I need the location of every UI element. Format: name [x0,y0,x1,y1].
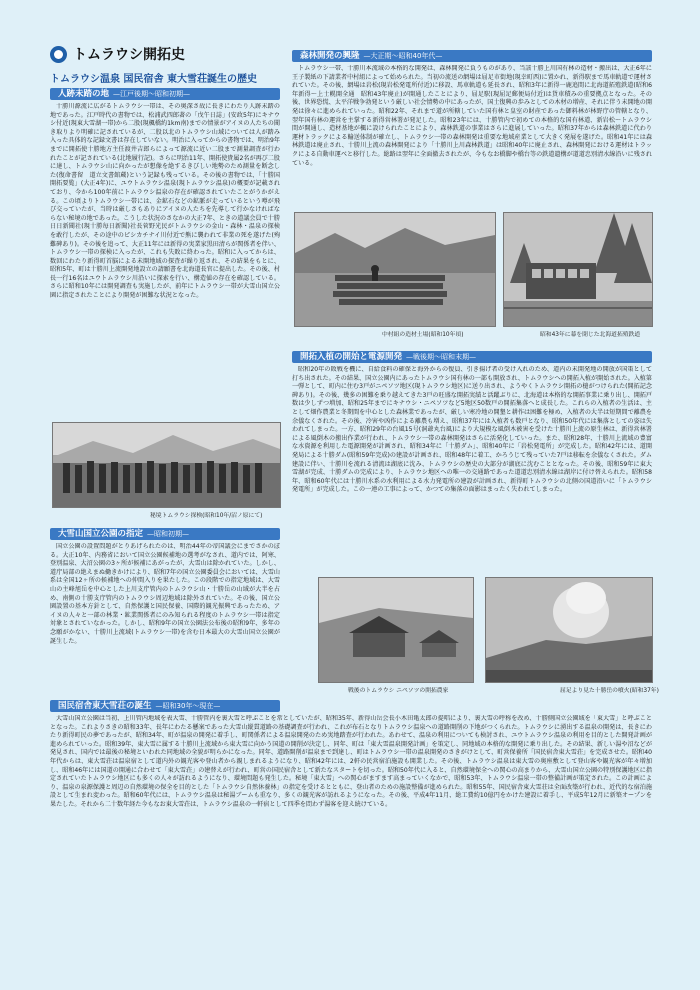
page-title: トムラウシ開拓史 [73,47,185,63]
section-header-2 [50,528,280,540]
caption-photo-3: 昭和43年に幕を閉じた北海道拓殖鉄道 [540,332,641,338]
photo-eruption-graphic [486,578,652,682]
caption-photo-1: 秘境トムラウシ探検(昭和10年/沼ノ原にて) [150,513,263,519]
section-1-title: 人跡未踏の地 [58,89,110,99]
section-3-body [292,65,652,203]
section-2-title: 大雪山国立公園の指定 [58,529,144,539]
section-1-era: —江戸後期〜昭和初期— [113,90,191,98]
section-3-title: 森林開発の興隆 [300,51,360,61]
section-4-text: 昭和20年の敗戦を機に、自給食料の確保と海外からの復員、引き揚げ者の受け入れのため、道内の未開発地の開放が国策として打ち出された。その結果、国立公園内にあったトムラウシ国有林の一部も開放され、トムラウシへの開拓入植が開始された。入植第一弾として、町内に住む3戸がニペソツ地区(現トムラウシ地区)に送り出され、ようやくトムラウシ開拓の槌がつけられた(開拓記念碑あり)。その後、幾多の困難を乗り越えてきた3戸の旺盛な開拓実績と活躍ぶりに、北海道は本格的な開拓事業に乗り出し、開拓戸数は少しずつ増加、昭和25年までにキナウシ・ニペソツなど5地区50数戸の開拓集落へと成長した。これらの入植者の生活は、主として畑作農業と冬期間を中心とした森林業であったが、厳しい寒冷地の開墾と耕作は困難を極め、入植者の大半は短期間で離農を余儀なくされた。その後、冷害や凶作による離農も増え、昭和37年には入植者も数戸となり、昭和50年代には集落としての姿は失われてしまった。一方、昭和29年の台風15号(洞爺丸台風)により大規模な風倒木被害を受けた十勝川上流の原生林は、新得営林署による風倒木の搬出作業が行われ、トムラウシ一帯の森林開発はさらに活発化していった。また、昭和28年、十勝川上流域の豊富な水資源を利用した電源開発が計画され、昭和34年に「十勝ダム」、昭和40年に「岩松発電所」が完成した。昭和42年には、道開発局による十勝ダム(昭和59年完成)の建設が計画され、昭和48年に着工、かろうじて残っていた7戸は移転を余儀なくされた。ダム建設に伴い、十勝川を流れる清流は湖底に沈み、トムラウシの歴史の大部分が湖底に沈むこととなった。その後、昭和59年に東大雪湖が完成、十勝ダムの完成により、トムラウシ地区への唯一の交通路であった道道忠別清水線は湖岸に付け替えられた。昭和58年、昭和60年代には十勝川水系の水利用による水力発電所の建設が計画され、新得町トムラウシの北側の国道沿いに「トムラウシ発電所」が完成した。この一連の工事によって、かつての集落の面影はまったく失われてしまった。 [292,366,652,494]
section-header-3 [292,50,652,62]
section-header-4 [292,351,652,363]
caption-photo-4: 戦後のトムラウシ ニペソツの開拓農家 [348,688,449,694]
photo-lumber-yard-graphic [295,213,495,326]
section-3-era: —大正期〜昭和40年代— [363,52,443,60]
photo-farmhouse [318,577,474,683]
section-header-5 [50,700,280,712]
caption-photo-5: 屈足より見た十勝岳の噴火(昭和37年) [560,688,659,694]
section-4-era: —戦後期〜昭和末期— [406,353,477,361]
photo-lumber-yard [294,212,496,327]
photo-railway [503,212,653,327]
photo-farmhouse-graphic [319,578,473,682]
section-5-era: —昭和30年〜現在— [155,702,221,710]
section-2-era: —昭和初期— [147,530,190,538]
section-5-text: 大雪山国立公園は当初、上川管内地域を表大雪、十勝管内を裏大雪と呼ぶことを常としていたが、昭和35年、新得山岳会長小木田亀太郎の提唱により、裏大雪の呼称を改め、十勝側国立公園域を「東大雪」と呼ぶこととなった。これよりさきの昭和33年、長年にわたる懸案であった大雪山縦貫道路の基礎調査が行われ、これが布石となりトムラウシ温泉への道路開削の下地がつくられた。トムラウシに湧出する温泉の開発は、長きにわたり新得町民の夢であったが、昭和34年、町が温泉の開発に着手し、町関係者による温泉開発のため実地踏査が行われた。あわせて、温泉の利用についても検討され、ユウトムラウシ温泉の利用を目的とした開発計画が進められていった。昭和39年、東大雪に属する十勝川上流域から東大雪に向かう国道の開削が決定し、同年、町は「東大雪温泉開発計画」を策定し、同地域の本格的な開発に乗り出した。その結果、新しい湯や沼などが発見され、国内では最後の秘境といわれた同地域の全貌が明らかになった。同年、道路開削が温泉まで到達し、町はトムラウシ一帯の温泉開発のさきがけとして、町営保養所「国民宿舎東大雪荘」を完成させた。昭和40年代からは、東大雪荘は温泉宿として道内外の観光客や登山者から親しまれるようになり、昭和42年には、2軒の民営宿泊施設も開業した。その後、トムラウシ温泉は東大雪の奥座敷として登山客や観光客が年々増加し、昭和46年には国道の開通に合わせて「東大雪荘」の建替えが行われ、町営の国民宿舎として新たなスタートを切った。昭和50年代に入ると、自然環境保全への関心の高まりから、大雪山国立公園の特別保護地区に指定されていたトムラウシ地区にも多くの人々が訪れるようになり、環境問題も発生した。秘境「東大雪」への関心がますます高まっていくなかで、昭和53年、トムラウシ温泉一帯の整備計画が策定された。この計画により、温泉の泉源保護と周辺の自然環境の保全を目的とした「トムラウシ自然休養林」の指定を受けるとともに、登山者のための施設整備が進められた。昭和55年、国民宿舎東大雪荘は全面改築が行われ、近代的な宿泊施設として生まれ変わった。昭和60年代には、トムラウシ温泉は秘湯ブームも重なり、多くの観光客が訪れるようになった。その後、平成4年11月、総工費約10億円をかけた建設に着手し、平成5年12月に新築オープンを果たした。それから二十数年経た今もなお東大雪荘は、トムラウシ温泉の一軒宿として四季を問わず湯客を迎え続けている。 [50,715,652,808]
photo-railway-graphic [504,213,652,326]
section-1-text: 十勝川源流に広がるトムラウシ一帯は、その奥深さ故に長きにわたり人跡未踏の地であった。江戸時代の書物では、松浦武四郎著の「戊午日誌」(安政5年)にキナウシ付近(現東大雪湖一帯)から二股(現楓橋約1km南)までの情景がアイヌの人たちの聞き取りより明確に記されているが、二股以北のトムラウシ山域については人が踏み入った具体的な記録文書は存在していない。明治に入ってからの書物では、明治9年までに開拓使十勝地方主任渡井吉郎らによって源流に近い二股まで測量調査が行われたことが記されている(北地履行記)。さらに明治11年、開拓使貴属2名が再び二股に達し、トムラウシ山に向かったが想像を絶するきびしい地勢のため測量を断念した(復命書留 道立文書館蔵)という記録も残っている。その後の書物では、「十勝国開拓要覧」(大正4年)に、ユウトムラウシ温泉(現トムラウシ温泉)の概要が記載されており、今から100年前にトムラウシ温泉の存在が確認されていたことがうかがえる。この頃よりトムラウシ一帯には、金鉱石などの鉱脈が走っているという噂が飛び交っていたが、当時は厳しさもありにアイヌの人たちを先導して行かなければならない秘境の地であった。こうした状況のさなかの大正7年、ときの道議会員で十勝日日新聞社(現十勝毎日新聞)社長菅野光民がトムラウシの金山・森林・温泉の探検を敢行したが、その途中のピシカチナイ川付近で熊に襲われて非業の死を遂げた(殉難碑あり)。その後を追って、大正11年には新得の実業家黒田清らが関係者を伴い、トムラウシ一帯の探検に入ったが、これも失敗に終わった。昭和に入ってからは、数回にわたり新得町首脳による未開地域の探査が繰り返され、その結果をもとに、昭和5年、町は十勝川上流開発地設立の請願書を北海道長官に提出した。その後、村長一行16名はユウトムラウシ川沿いに探索を行い、構造値の存在を確認している。さらに昭和10年には開発調査も実施したが、前年にトムラウシ一帯が大雪山国立公園に指定されたことにより開発が困難な状況となった。 [50,103,280,300]
section-5-title: 国民宿舎東大雪荘の誕生 [58,701,152,711]
caption-photo-2: 中村組の造材土場(昭和10年頃) [382,332,464,338]
page-subtitle: トムラウシ温泉 国民宿舎 東大雪荘誕生の歴史 [50,74,257,85]
section-2-text: 国立公園の設置問題がとりあげられたのは、明治44年の帝国議会にまでさかのぼる。大正10年、内務省において国立公園候補地の選考がなされ、道内では、阿寒、登別温泉、大沼公園の3ヶ所が候補にあがったが、大雪山は除かれていた。しかし、道庁局部の絶えまぬ働きかけにより、昭和7年の国立公園委員会においては、大雪山系は全国12ヶ所の候補地への仲間入りを果たした。この段階での指定地域は、大雪山の主峰旭岳を中心とした上川支庁管内のトムラウシ山・十勝岳の山域が大半を占め、南側の十勝支庁管内のトムラウシ周辺地域は除外されていた。その後、国立公園設置の基本方針として、自然保護と国民保養、国際的観光振興であったため、アイヌの人々と一部の林業・鉱業関係者にのみ知られる程度のトムラウシ一帯は指定対象とされていなかった。しかし、昭和9年の国立公園法公布後の昭和9年、多年の念願がかない、十勝川上流域(トムラウシ一帯)を含む日本最大の大雪山国立公園が誕生した。 [50,543,280,645]
section-4-body [292,366,652,573]
section-3-text: トムラウシ一帯、十勝川本流域の本格的な開発は、森林開発に負うものがあり、当該十勝上川国有林の造材・搬出は、大正6年に王子製紙の下請業者中村組によって始められた。当初の流送の網場は屈足市街地(現幸町西)に置かれ、新得駅まで馬車軌道で運材されていた。その後、網場は岩松(現岩松発電所付近)に移設、馬車軌道も延長され、昭和3年に新得一鹿追間に北海道拓殖鉄道(昭和6年新得〜上士幌開全通 昭和43年廃止)が開通したことにより、屈足駅(現屈足郵便局付近)は貨車積みの重要拠点となった。その後、世界恐慌、太平洋戦争勃発という厳しい社会情勢の中にあったが、国土復興の歩みとしての木材の増産、それに伴う未開地の開発は徐々に進められていった。昭和22年、それまで道が所轄していた国有林と皇室の財産であった御料林が林野庁の管轄となり、翌年国有林の運営を主掌する新得営林署が発足した。昭和23年には、十勝管内で初めての本格的な国有林道、新岩松〜トムラウシ間が開通し、造材基地が楓に設けられたことにより、森林鉄道の事業はさらに進展していった。昭和37年からは森林鉄道に代わり運材トラックによる輸送体制が確立し、トムラウシ一帯の森林開発は重要な地域産業として大きく発展を遂げた。昭和41年には森林鉄道は廃止され、十勝川上流の森林開発により「十勝川上川森林鉄道」は昭和40年に廃止され、森林開発における運材はトラックによる自動車運べと移行した。総路は翌年に全面撤去されたが、今もなお橋脚や橋台等の鉄道遺構が道道忠別清水線沿いに残されている。 [292,65,652,167]
section-4-title: 開拓入植の開始と電源開発 [300,352,403,362]
section-5-body [50,715,652,923]
section-header-1 [50,88,280,100]
title-row [50,44,185,64]
photo-eruption [485,577,653,683]
photo-expedition-graphic [53,423,280,507]
section-2-body [50,543,280,693]
photo-expedition [52,422,281,508]
section-1-body [50,103,280,415]
title-circle-icon [50,46,67,63]
